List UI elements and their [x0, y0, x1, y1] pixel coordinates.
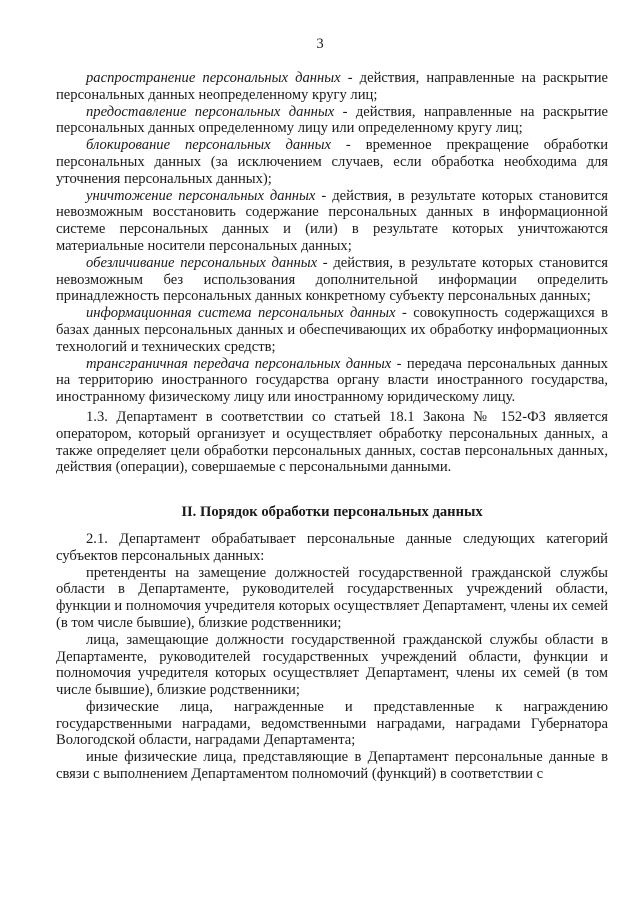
definition-term: блокирование персональных данных: [86, 137, 332, 154]
clause-1-3: 1.3. Департамент в соответствии со статьей 18.1 Закона № 152-ФЗ является оператором, который организует и осуществляет обработку персональных данных, а также определяет цели обработки персональных данных, состав персональных данных, действия (операции), совершаемые с персональными данными.: [56, 408, 608, 476]
definition-paragraph: [56, 188, 608, 255]
definition-term: трансграничная передача персональных данных: [86, 355, 392, 372]
definition-paragraph: [56, 305, 608, 355]
definition-text: - действия, в результате которых становится невозможным восстановить содержание персональных данных в информационной системе персональных данных и (или) в результате которых уничтожаются материальные носители персональных данных;: [56, 187, 608, 254]
definition-paragraph: [56, 104, 608, 138]
list-item: лица, замещающие должности государственной гражданской службы области в Департаменте, руководителей государственных учреждений области, функции и полномочия учредителя которых осуществляет Департамент, члены их семей (в том числе бывшие), близкие родственники;: [56, 631, 608, 699]
definition-paragraph: [56, 137, 608, 187]
definition-term: информационная система персональных данных: [86, 305, 396, 322]
definition-term: обезличивание персональных данных: [86, 254, 318, 271]
definition-term: распространение персональных данных: [86, 70, 341, 86]
definition-text: - действия, направленные на раскрытие персональных данных определенному лицу или определенному кругу лиц;: [56, 103, 609, 137]
section-heading: II. Порядок обработки персональных данных: [181, 504, 483, 521]
definition-text: - передача персональных данных на территорию иностранного государства органу власти иностранного государства, иностранному физическому лицу или иностранному юридическому лицу.: [56, 355, 608, 406]
document-body: [56, 70, 608, 783]
page-number: 3: [316, 36, 324, 52]
definition-text: - временное прекращение обработки персональных данных (за исключением случаев, если обработка необходима для уточнения персональных данных);: [56, 137, 608, 187]
definition-paragraph: [56, 70, 608, 104]
list-item: физические лица, награжденные и представленные к награждению государственными наградами, ведомственными наградами, наградами Губернатора Вологодской области, наградами Департамента;: [56, 698, 608, 749]
definition-text: - совокупность содержащихся в базах данных персональных данных и обеспечивающих их обработку информационных технологий и технических средств;: [56, 305, 608, 355]
definition-paragraph: [56, 356, 608, 406]
definition-text: - действия, в результате которых становится невозможным без использования дополнительной информации определить принадлежность персональных данных конкретному субъекту персональных данных;: [56, 254, 608, 305]
list-item: иные физические лица, представляющие в Департамент персональные данные в связи с выполнением Департаментом полномочий (функций) в соответствии с: [56, 749, 608, 783]
definition-text: - действия, направленные на раскрытие персональных данных неопределенному кругу лиц;: [56, 70, 608, 103]
clause-2-1-intro: 2.1. Департамент обрабатывает персональные данные следующих категорий субъектов персональных данных:: [56, 530, 608, 564]
definition-term: уничтожение персональных данных: [86, 187, 316, 204]
list-item: претенденты на замещение должностей государственной гражданской службы области в Департаменте, руководителей государственных учреждений области, функции и полномочия учредителя которых осуществляет Департамент, члены их семей (в том числе бывшие), близкие родственники;: [56, 564, 608, 631]
definition-term: предоставление персональных данных: [86, 103, 335, 120]
definition-paragraph: [56, 255, 608, 305]
